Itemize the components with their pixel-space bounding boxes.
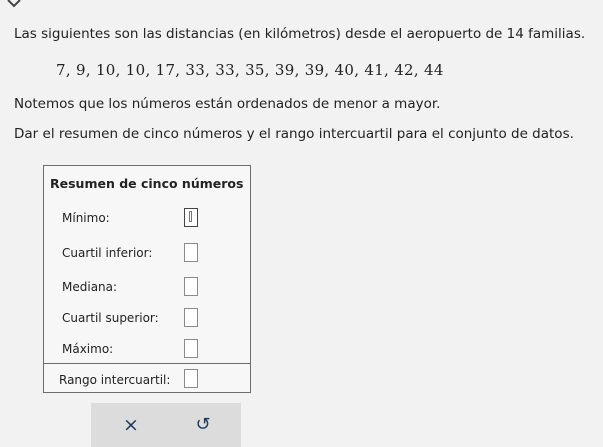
label-minimum: Mínimo: [62, 211, 110, 225]
x-icon: × [123, 414, 139, 436]
label-lower-quartile: Cuartil inferior: [62, 246, 153, 260]
problem-intro: Las siguientes son las distancias (en kilómetros) desde el aeropuerto de 14 familias. [14, 26, 586, 42]
problem-note: Notemos que los números están ordenados de menor a mayor. [14, 96, 441, 112]
clear-button[interactable] [116, 411, 146, 439]
undo-icon: ↺ [195, 414, 211, 435]
upper-quartile-input[interactable] [184, 308, 198, 327]
table-title: Resumen de cinco números [50, 176, 244, 191]
iqr-input[interactable] [184, 369, 198, 388]
chevron-down-icon[interactable] [6, 0, 22, 8]
table-divider [44, 363, 250, 364]
median-input[interactable] [184, 277, 198, 296]
problem-task: Dar el resumen de cinco números y el rango intercuartil para el conjunto de datos. [14, 126, 574, 142]
minimum-input[interactable] [184, 208, 198, 227]
undo-button[interactable] [188, 411, 218, 439]
label-median: Mediana: [62, 280, 118, 294]
data-values: 7, 9, 10, 10, 17, 33, 33, 35, 39, 39, 40, 41, 42, 44 [56, 61, 444, 79]
label-iqr: Rango intercuartil: [59, 373, 171, 387]
lower-quartile-input[interactable] [184, 243, 198, 262]
five-number-summary-table [43, 165, 251, 393]
label-upper-quartile: Cuartil superior: [62, 311, 159, 325]
maximum-input[interactable] [184, 339, 198, 358]
label-maximum: Máximo: [62, 342, 114, 356]
action-bar [91, 403, 241, 447]
